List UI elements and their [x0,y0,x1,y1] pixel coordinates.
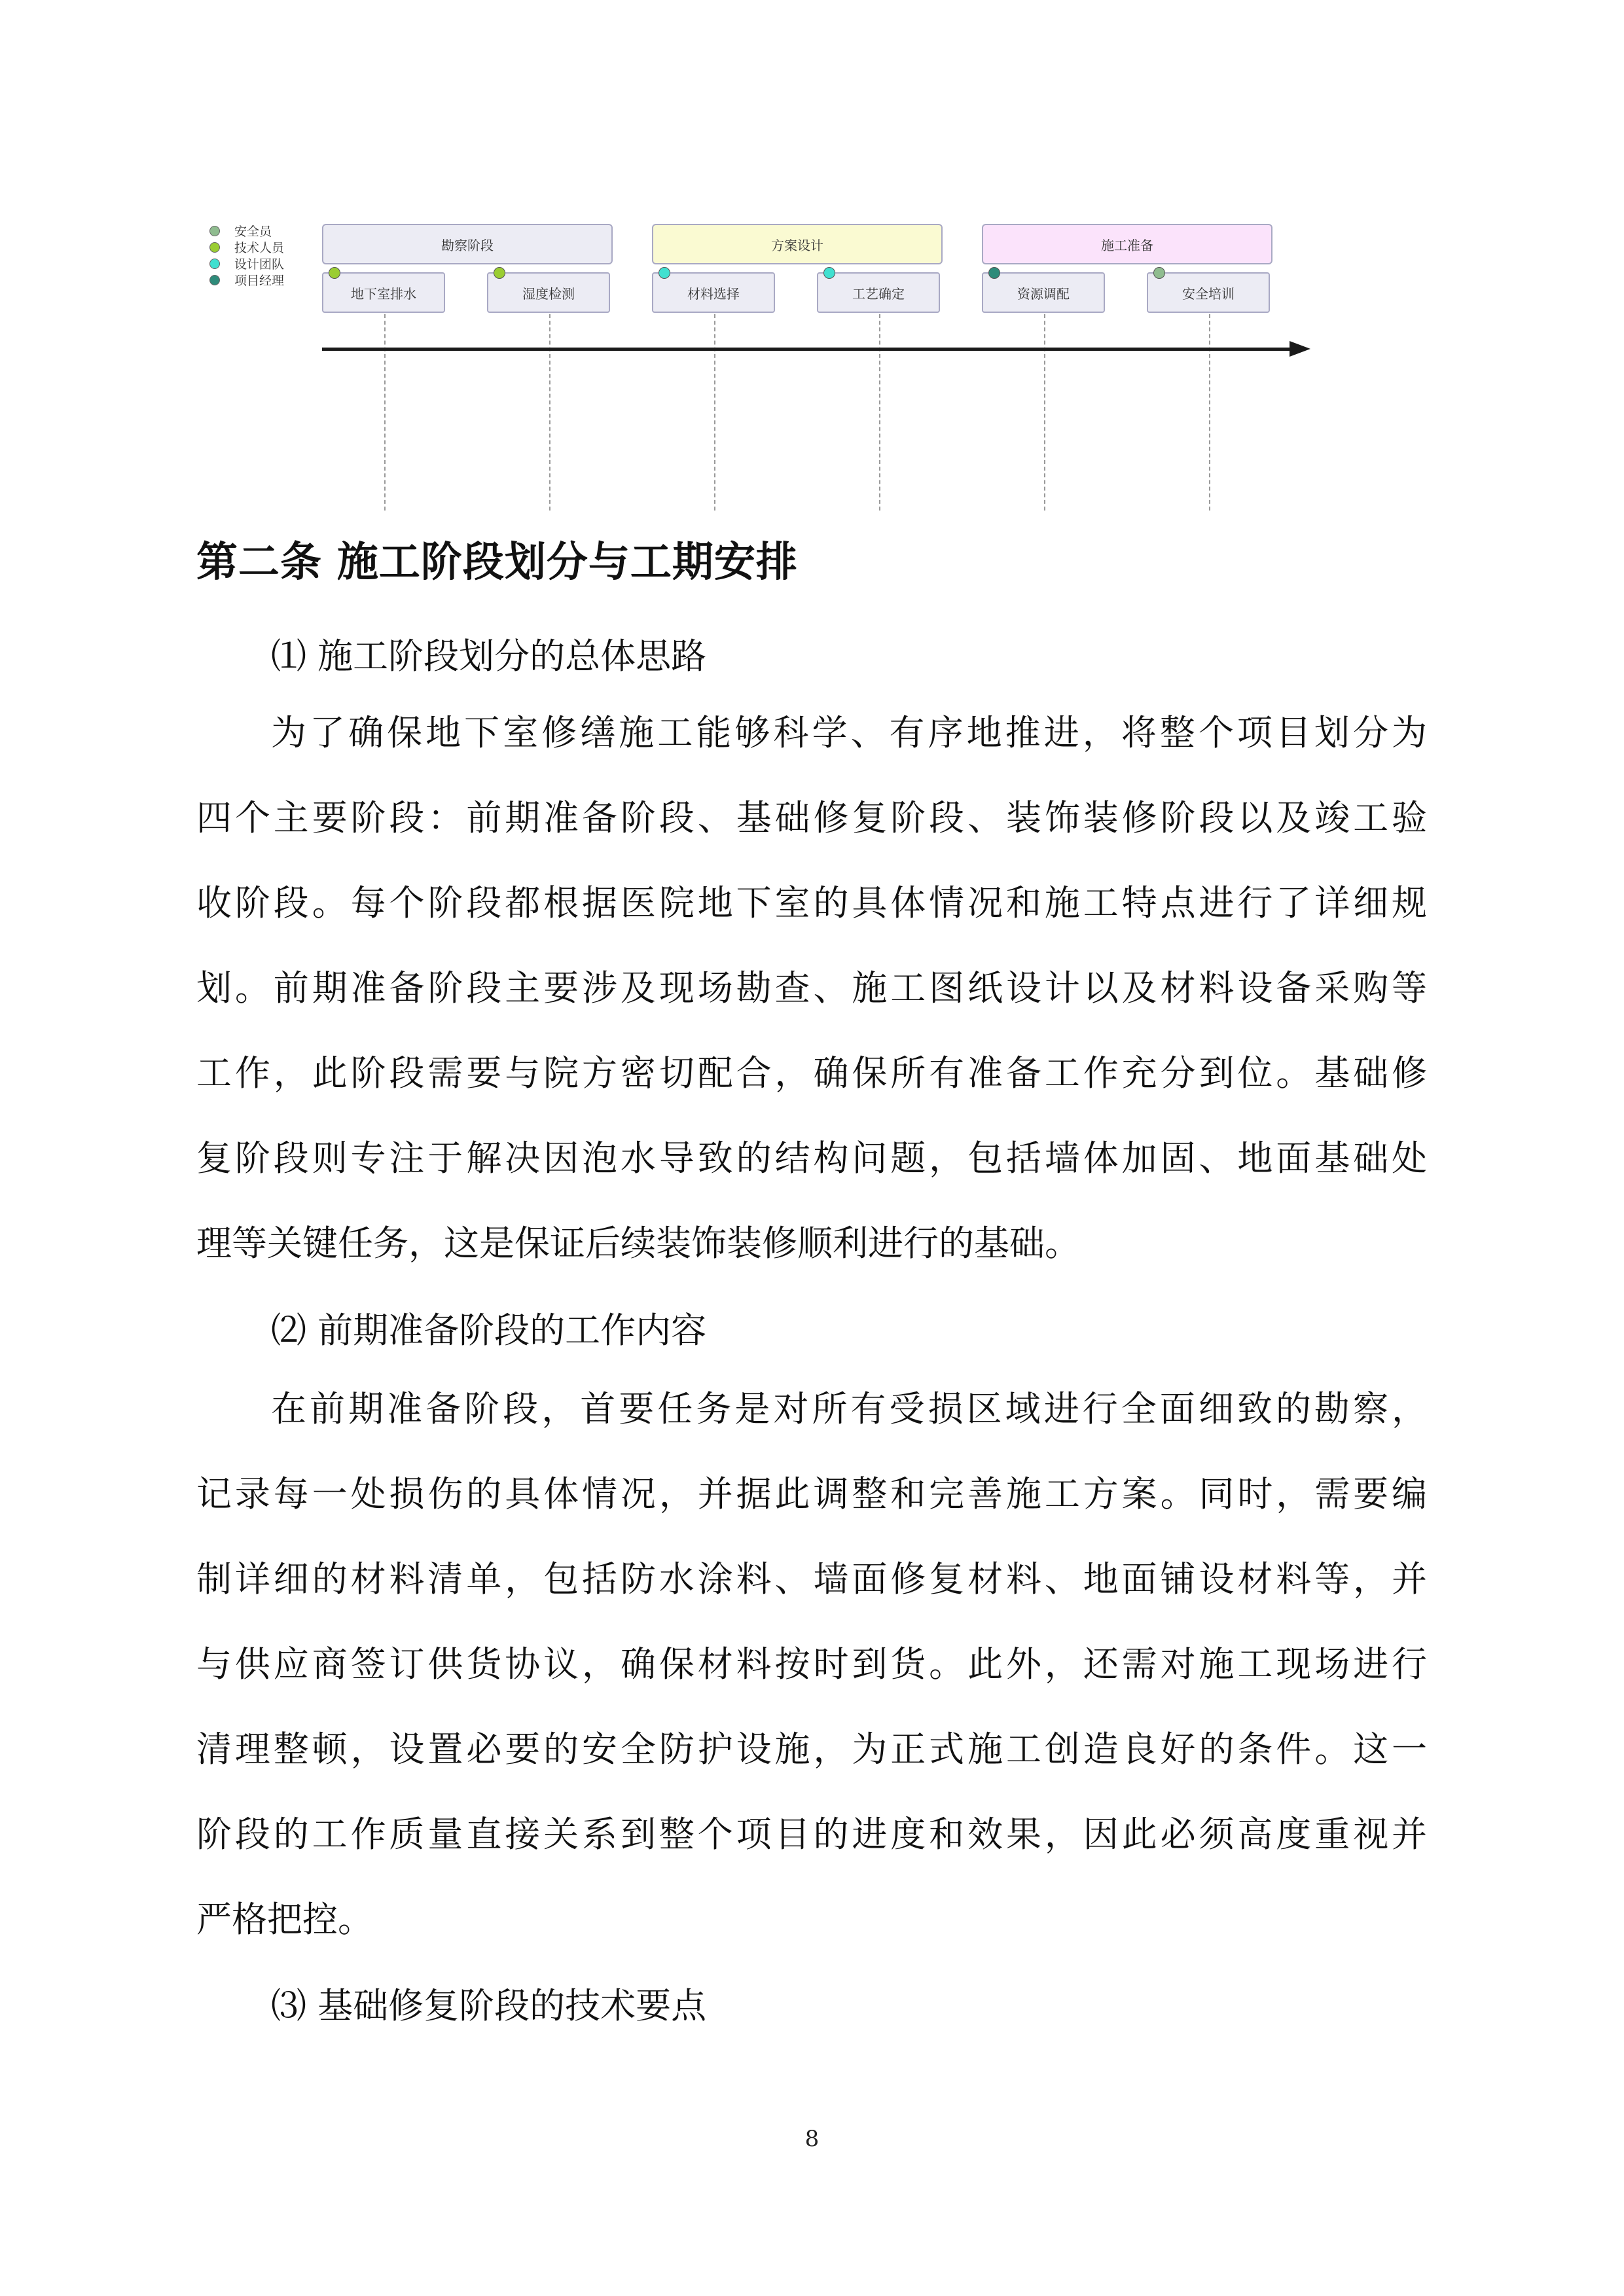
legend-label: 安全员 [234,224,272,239]
task-humidity-test: 湿度检测 [487,272,610,313]
paragraph-1 [196,691,1427,1286]
dashed-guide-line [1044,314,1045,511]
legend-item-technician [209,239,284,255]
legend-item-safety-officer [209,223,284,239]
paragraph-line: 划。前期准备阶段主要涉及现场勘查、施工图纸设计以及材料设备采购等 [196,967,1427,1009]
paragraph-2 [196,1367,1427,1962]
legend-label: 设计团队 [234,257,285,272]
paragraph-line: 收阶段。每个阶段都根据医院地下室的具体情况和施工特点进行了详细规 [196,882,1427,924]
task-material-selection: 材料选择 [652,272,775,313]
paragraph-line: 理等关键任务，这是保证后续装饰装修顺利进行的基础。 [196,1223,1080,1264]
axis-arrow-icon [1290,341,1310,357]
legend-item-project-manager [209,272,284,288]
section-heading-2: ⑵ 前期准备阶段的工作内容 [271,1310,707,1351]
phase-design: 方案设计 [652,224,943,264]
legend-dot [209,259,220,269]
dashed-guide-line [384,314,386,511]
legend [209,223,284,288]
task-dot [1153,267,1165,279]
section-heading-1: ⑴ 施工阶段划分的总体思路 [271,636,707,677]
paragraph-line: 记录每一处损伤的具体情况，并据此调整和完善施工方案。同时，需要编 [196,1473,1427,1515]
task-dot [823,267,835,279]
paragraph-line: 复阶段则专注于解决因泡水导致的结构问题，包括墙体加固、地面基础处 [196,1138,1427,1179]
paragraph-line: 与供应商签订供货协议，确保材料按时到货。此外，还需对施工现场进行 [196,1643,1427,1685]
legend-dot [209,275,220,285]
task-process-confirm: 工艺确定 [817,272,940,313]
legend-item-design-team [209,255,284,272]
paragraph-line: 阶段的工作质量直接关系到整个项目的进度和效果，因此必须高度重视并 [196,1814,1427,1855]
task-safety-training: 安全培训 [1147,272,1270,313]
paragraph-line: 为了确保地下室修缮施工能够科学、有序地推进，将整个项目划分为 [271,712,1427,753]
legend-dot [209,226,220,236]
phase-preparation: 施工准备 [982,224,1272,264]
paragraph-line: 制详细的材料清单，包括防水涂料、墙面修复材料、地面铺设材料等，并 [196,1558,1427,1600]
dashed-guide-line [1209,314,1210,511]
article-title: 第二条 施工阶段划分与工期安排 [196,538,798,586]
paragraph-line: 清理整顿，设置必要的安全防护设施，为正式施工创造良好的条件。这一 [196,1729,1427,1770]
page-number: 8 [804,2126,820,2152]
timeline-diagram [196,209,1322,511]
legend-label: 技术人员 [234,241,285,255]
task-dot [494,267,505,279]
time-axis [322,348,1291,351]
dashed-guide-line [879,314,880,511]
legend-label: 项目经理 [234,274,285,288]
task-dot [329,267,340,279]
dashed-guide-line [714,314,715,511]
task-resource-allocation: 资源调配 [982,272,1105,313]
dashed-guide-line [549,314,550,511]
paragraph-line: 在前期准备阶段，首要任务是对所有受损区域进行全面细致的勘察， [271,1388,1427,1429]
paragraph-line: 四个主要阶段：前期准备阶段、基础修复阶段、装饰装修阶段以及竣工验 [196,797,1427,838]
paragraph-line: 工作，此阶段需要与院方密切配合，确保所有准备工作充分到位。基础修 [196,1052,1427,1094]
task-dot [988,267,1000,279]
section-heading-3: ⑶ 基础修复阶段的技术要点 [271,1985,707,2026]
phase-survey: 勘察阶段 [322,224,613,264]
paragraph-line: 严格把控。 [196,1899,373,1940]
legend-dot [209,242,220,253]
task-drainage: 地下室排水 [322,272,445,313]
task-dot [659,267,670,279]
